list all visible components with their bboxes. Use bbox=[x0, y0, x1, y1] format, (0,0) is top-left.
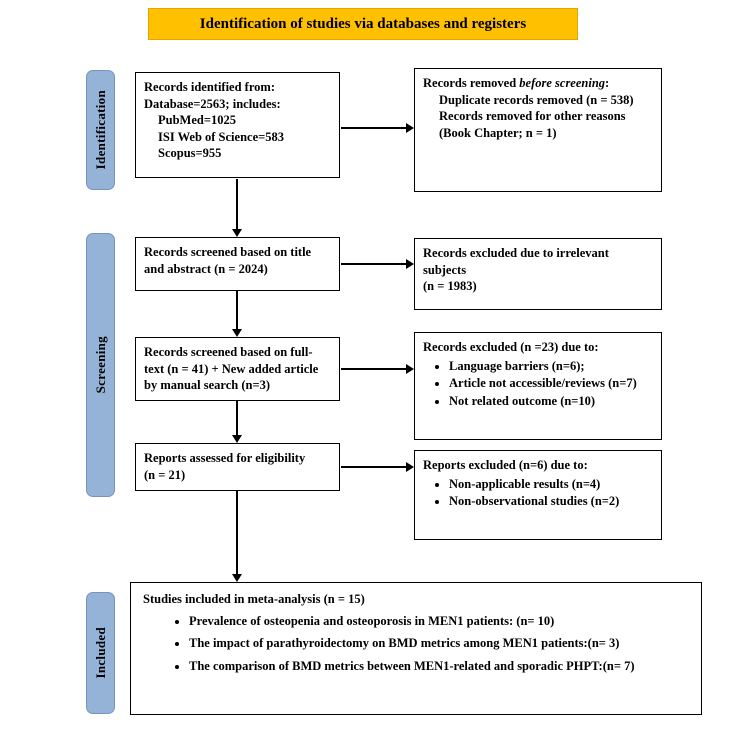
arrow-right-identified-to-removed bbox=[341, 127, 406, 129]
arrow-down-identified-to-screened bbox=[236, 179, 238, 229]
arrow-right-screened-to-excluded bbox=[341, 263, 406, 265]
stage-label-included bbox=[86, 592, 115, 714]
stage-label-identification bbox=[86, 70, 115, 190]
box-line: Reports assessed for eligibility bbox=[144, 451, 306, 465]
exclusion-reason-list bbox=[423, 358, 653, 410]
box-line: Scopus=955 bbox=[158, 146, 222, 160]
box-records-removed bbox=[414, 68, 662, 192]
box-studies-included bbox=[130, 582, 702, 715]
box-header: Studies included in meta-analysis (n = 15) bbox=[143, 592, 365, 606]
arrow-down-eligibility-to-included bbox=[236, 491, 238, 574]
exclusion-reason-list bbox=[423, 476, 653, 510]
bullet-item: • Language barriers (n=6); bbox=[449, 358, 653, 375]
stage-label-text: Screening bbox=[92, 336, 108, 394]
bullet-item: • The impact of parathyroidectomy on BMD metrics among MEN1 patients:(n= 3) bbox=[189, 635, 689, 652]
box-records-excluded-irrelevant bbox=[414, 238, 662, 310]
box-records-identified bbox=[135, 72, 340, 178]
bullet-item: • Article not accessible/reviews (n=7) bbox=[449, 375, 653, 392]
diagram-title: Identification of studies via databases and registers bbox=[199, 15, 527, 32]
box-line: ISI Web of Science=583 bbox=[158, 129, 284, 144]
stage-label-text: Identification bbox=[92, 90, 108, 170]
box-records-screened-title-abstract bbox=[135, 237, 340, 291]
box-header: Records excluded (n =23) due to: bbox=[423, 340, 599, 354]
box-line: Records excluded due to irrelevant subjects bbox=[423, 246, 609, 277]
box-records-screened-fulltext bbox=[135, 337, 340, 401]
box-line: PubMed=1025 bbox=[158, 113, 236, 127]
box-line: Database=2563; includes: bbox=[144, 96, 281, 111]
box-line: Records identified from: bbox=[144, 80, 275, 94]
box-line: Duplicate records removed (n = 538) bbox=[439, 92, 634, 107]
arrow-right-fulltext-to-excluded bbox=[341, 368, 406, 370]
arrow-down-screened-to-fulltext bbox=[236, 291, 238, 329]
box-reports-assessed-eligibility bbox=[135, 443, 340, 491]
box-line: Records screened based on title and abstract (n = 2024) bbox=[144, 245, 312, 276]
bullet-item: • The comparison of BMD metrics between MEN1-related and sporadic PHPT:(n= 7) bbox=[189, 658, 689, 675]
stage-label-screening bbox=[86, 233, 115, 497]
box-header: Records removed before screening: bbox=[423, 76, 610, 90]
box-line: (n = 21) bbox=[144, 467, 186, 482]
box-line: Records screened based on full-text (n = 41) + New added article by manual search (n=3) bbox=[144, 345, 319, 392]
box-records-excluded-fulltext bbox=[414, 332, 662, 440]
arrow-right-eligibility-to-excluded bbox=[341, 466, 406, 468]
italic-phrase: before screening bbox=[519, 76, 606, 90]
box-line: (n = 1983) bbox=[423, 279, 477, 293]
bullet-item: • Non-observational studies (n=2) bbox=[449, 493, 653, 510]
bullet-item: • Non-applicable results (n=4) bbox=[449, 476, 653, 493]
diagram-title-banner bbox=[148, 8, 578, 40]
arrow-down-fulltext-to-eligibility bbox=[236, 401, 238, 435]
box-header: Reports excluded (n=6) due to: bbox=[423, 458, 588, 472]
stage-label-text: Included bbox=[92, 627, 108, 679]
bullet-item: • Prevalence of osteopenia and osteoporosis in MEN1 patients: (n= 10) bbox=[189, 613, 689, 630]
bullet-item: • Not related outcome (n=10) bbox=[449, 393, 653, 410]
box-line: Records removed for other reasons (Book Chapter; n = 1) bbox=[439, 109, 626, 140]
included-studies-list bbox=[143, 613, 689, 675]
box-reports-excluded bbox=[414, 450, 662, 540]
